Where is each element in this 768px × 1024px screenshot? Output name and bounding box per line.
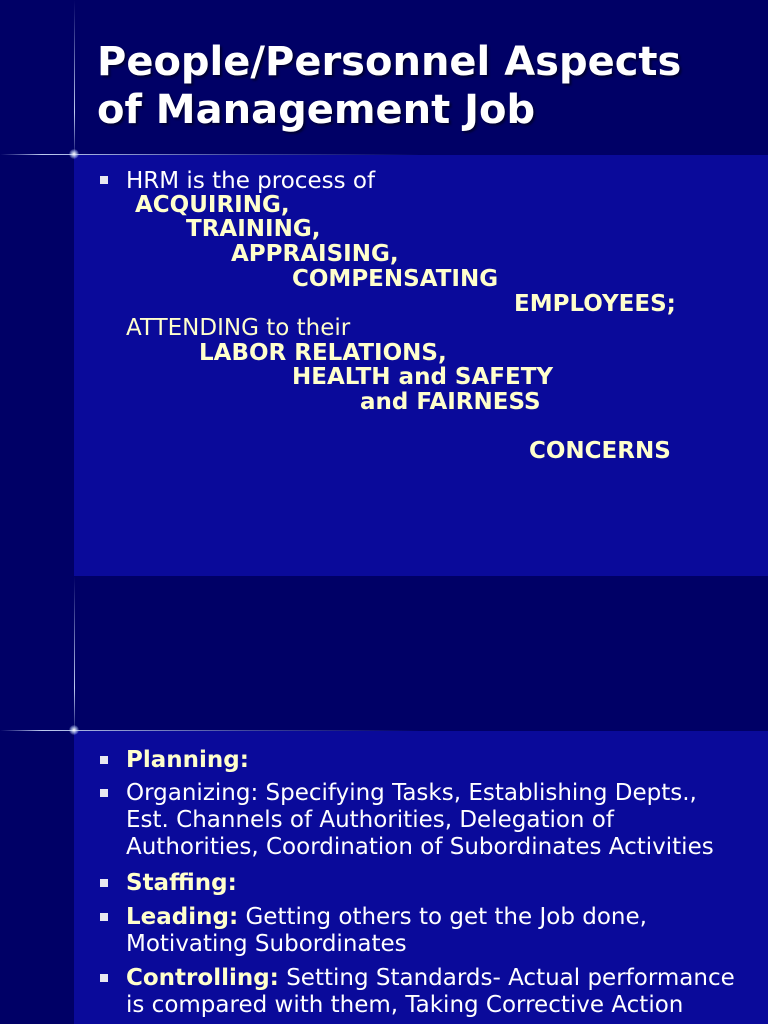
term-training: TRAINING, xyxy=(186,216,321,242)
term-labor-relations: LABOR RELATIONS, xyxy=(199,340,447,366)
term-compensating: COMPENSATING xyxy=(292,266,499,292)
term-employees: EMPLOYEES; xyxy=(514,291,676,317)
bullet-square-icon xyxy=(100,176,108,184)
title-band xyxy=(0,576,768,731)
bullet-square-icon xyxy=(100,974,108,982)
term-appraising: APPRAISING, xyxy=(231,241,399,267)
item-label: Staffing: xyxy=(126,870,237,896)
list-item-organizing xyxy=(126,780,736,861)
bullet-square-icon xyxy=(100,756,108,764)
sparkle-star-icon xyxy=(69,149,79,159)
item-label: Planning: xyxy=(126,747,249,773)
hrm-intro: HRM is the process of xyxy=(126,168,376,194)
left-band xyxy=(0,731,74,1024)
title-line-1: People/Personnel Aspects xyxy=(97,39,682,85)
sparkle-vertical-line xyxy=(74,576,75,736)
term-health-safety: HEALTH and SAFETY xyxy=(292,364,554,390)
item-label: Leading: xyxy=(126,904,239,930)
list-item-planning xyxy=(126,747,736,774)
list-item-controlling xyxy=(126,965,736,1019)
left-band xyxy=(0,155,74,576)
sparkle-horizontal-line xyxy=(0,730,420,731)
item-text: Getting others to get the Job done, Motivating Subordinates xyxy=(126,904,647,957)
item-label: Controlling: xyxy=(126,965,279,991)
item-text: Organizing: Specifying Tasks, Establishing Depts., Est. Channels of Authorities, Delegation of Authorities, Coordination of Subordinates Activities xyxy=(126,780,714,860)
attending-text: ATTENDING to their xyxy=(126,315,351,341)
term-concerns: CONCERNS xyxy=(529,438,671,464)
bullet-square-icon xyxy=(100,879,108,887)
sparkle-horizontal-line xyxy=(0,154,420,155)
sparkle-vertical-line xyxy=(74,0,75,160)
bullet-square-icon xyxy=(100,913,108,921)
item-text: Setting Standards- Actual performance is compared with them, Taking Corrective Action xyxy=(126,965,735,1018)
bullet-square-icon xyxy=(100,789,108,797)
title-line-2: of Management Job xyxy=(97,87,536,133)
list-item-leading xyxy=(126,904,736,958)
sparkle-star-icon xyxy=(69,725,79,735)
slide-2 xyxy=(0,576,768,1024)
list-item-staffing xyxy=(126,870,736,897)
slide-title xyxy=(97,38,681,134)
term-acquiring: ACQUIRING, xyxy=(135,192,290,218)
term-fairness: and FAIRNESS xyxy=(360,389,541,415)
